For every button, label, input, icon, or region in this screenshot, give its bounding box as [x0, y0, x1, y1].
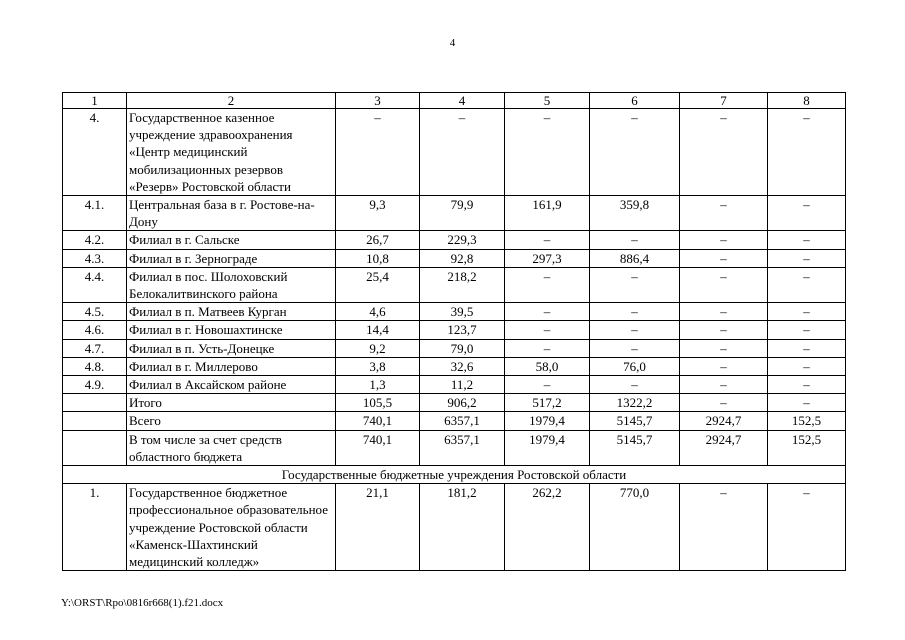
row-value: –: [768, 109, 846, 196]
row-value: –: [680, 249, 768, 267]
row-value: –: [768, 376, 846, 394]
row-value: 770,0: [590, 484, 680, 571]
footer-file-path: Y:\ORST\Rpo\0816r668(1).f21.docx: [61, 597, 224, 609]
row-value: 58,0: [505, 357, 590, 375]
row-value: 1979,4: [505, 412, 590, 430]
row-value: –: [505, 267, 590, 302]
row-name: В том числе за счет средств областного бюджета: [127, 430, 336, 465]
row-value: 906,2: [420, 394, 505, 412]
column-header: 5: [505, 93, 590, 109]
row-value: 181,2: [420, 484, 505, 571]
row-value: –: [680, 339, 768, 357]
row-value: 76,0: [590, 357, 680, 375]
row-name: Филиал в п. Матвеев Курган: [127, 303, 336, 321]
column-header: 8: [768, 93, 846, 109]
table-row: [63, 303, 846, 321]
row-value: 1322,2: [590, 394, 680, 412]
row-value: 740,1: [336, 412, 420, 430]
row-value: –: [768, 303, 846, 321]
row-value: 740,1: [336, 430, 420, 465]
table-row: [63, 231, 846, 249]
column-header: 4: [420, 93, 505, 109]
row-value: 79,0: [420, 339, 505, 357]
column-header: 7: [680, 93, 768, 109]
row-value: 297,3: [505, 249, 590, 267]
row-value: –: [505, 109, 590, 196]
column-header: 1: [63, 93, 127, 109]
row-value: –: [680, 267, 768, 302]
page-number: 4: [449, 37, 456, 49]
row-value: 4,6: [336, 303, 420, 321]
column-header: 3: [336, 93, 420, 109]
row-value: –: [768, 249, 846, 267]
row-value: –: [680, 109, 768, 196]
row-value: –: [590, 339, 680, 357]
row-value: –: [505, 303, 590, 321]
row-number: [63, 412, 127, 430]
row-value: 5145,7: [590, 412, 680, 430]
row-number: 4.6.: [63, 321, 127, 339]
section-title: Государственные бюджетные учреждения Ростовской области: [63, 466, 846, 484]
row-value: 152,5: [768, 412, 846, 430]
row-value: 9,3: [336, 196, 420, 231]
row-number: 4.: [63, 109, 127, 196]
row-value: 886,4: [590, 249, 680, 267]
table-row: [63, 394, 846, 412]
row-value: –: [680, 231, 768, 249]
row-value: –: [768, 196, 846, 231]
row-value: 26,7: [336, 231, 420, 249]
row-value: –: [590, 376, 680, 394]
row-name: Итого: [127, 394, 336, 412]
row-number: 4.3.: [63, 249, 127, 267]
row-value: 1,3: [336, 376, 420, 394]
row-number: [63, 394, 127, 412]
row-value: –: [768, 357, 846, 375]
table-row: [63, 249, 846, 267]
row-value: 6357,1: [420, 412, 505, 430]
row-value: –: [680, 357, 768, 375]
row-value: 92,8: [420, 249, 505, 267]
row-number: [63, 430, 127, 465]
row-value: 123,7: [420, 321, 505, 339]
column-header: 2: [127, 93, 336, 109]
table-row: [63, 321, 846, 339]
row-value: –: [590, 231, 680, 249]
row-number: 4.9.: [63, 376, 127, 394]
row-name: Филиал в п. Усть-Донецке: [127, 339, 336, 357]
row-value: –: [768, 394, 846, 412]
table-row: [63, 484, 846, 571]
row-value: 32,6: [420, 357, 505, 375]
row-name: Филиал в г. Зернограде: [127, 249, 336, 267]
table-row: [63, 376, 846, 394]
row-number: 4.2.: [63, 231, 127, 249]
row-name: Филиал в Аксайском районе: [127, 376, 336, 394]
data-table: [62, 92, 846, 571]
row-number: 4.4.: [63, 267, 127, 302]
row-value: 6357,1: [420, 430, 505, 465]
row-value: 1979,4: [505, 430, 590, 465]
row-value: –: [590, 303, 680, 321]
row-number: 4.8.: [63, 357, 127, 375]
row-name: Филиал в г. Миллерово: [127, 357, 336, 375]
row-value: 359,8: [590, 196, 680, 231]
row-value: –: [505, 321, 590, 339]
row-value: 14,4: [336, 321, 420, 339]
row-value: 9,2: [336, 339, 420, 357]
row-value: 3,8: [336, 357, 420, 375]
row-name: Центральная база в г. Ростове-на-Дону: [127, 196, 336, 231]
row-name: Филиал в пос. Шолоховский Белокалитвинского района: [127, 267, 336, 302]
row-value: 79,9: [420, 196, 505, 231]
table-row: [63, 267, 846, 302]
row-number: 4.7.: [63, 339, 127, 357]
column-header: 6: [590, 93, 680, 109]
table-row: [63, 357, 846, 375]
row-value: –: [680, 196, 768, 231]
row-value: –: [680, 376, 768, 394]
row-name: Государственное казенное учреждение здравоохранения «Центр медицинский мобилизационных резервов «Резерв» Ростовской области: [127, 109, 336, 196]
table-row: [63, 430, 846, 465]
row-value: –: [420, 109, 505, 196]
row-value: –: [680, 484, 768, 571]
row-value: –: [505, 339, 590, 357]
table-row: [63, 196, 846, 231]
row-value: 25,4: [336, 267, 420, 302]
row-value: 229,3: [420, 231, 505, 249]
row-value: 21,1: [336, 484, 420, 571]
row-value: 152,5: [768, 430, 846, 465]
row-value: –: [590, 321, 680, 339]
row-name: Всего: [127, 412, 336, 430]
row-value: 2924,7: [680, 430, 768, 465]
row-value: –: [680, 303, 768, 321]
row-value: –: [768, 267, 846, 302]
row-number: 1.: [63, 484, 127, 571]
table-row: [63, 339, 846, 357]
row-value: 105,5: [336, 394, 420, 412]
row-name: Филиал в г. Новошахтинске: [127, 321, 336, 339]
row-value: 161,9: [505, 196, 590, 231]
header-row: [63, 93, 846, 109]
row-value: 262,2: [505, 484, 590, 571]
row-value: 39,5: [420, 303, 505, 321]
row-value: 517,2: [505, 394, 590, 412]
row-name: Филиал в г. Сальске: [127, 231, 336, 249]
row-value: 5145,7: [590, 430, 680, 465]
row-value: 10,8: [336, 249, 420, 267]
row-name: Государственное бюджетное профессиональное образовательное учреждение Ростовской области «Каменск-Шахтинский медицинский колледж»: [127, 484, 336, 571]
row-number: 4.5.: [63, 303, 127, 321]
row-value: –: [680, 394, 768, 412]
row-number: 4.1.: [63, 196, 127, 231]
row-value: 2924,7: [680, 412, 768, 430]
table-row: [63, 412, 846, 430]
row-value: –: [336, 109, 420, 196]
row-value: –: [505, 231, 590, 249]
row-value: –: [768, 484, 846, 571]
row-value: –: [680, 321, 768, 339]
row-value: 218,2: [420, 267, 505, 302]
row-value: –: [768, 321, 846, 339]
row-value: –: [590, 267, 680, 302]
row-value: –: [768, 339, 846, 357]
row-value: –: [505, 376, 590, 394]
row-value: –: [768, 231, 846, 249]
row-value: –: [590, 109, 680, 196]
table-row: [63, 109, 846, 196]
section-row: [63, 466, 846, 484]
row-value: 11,2: [420, 376, 505, 394]
